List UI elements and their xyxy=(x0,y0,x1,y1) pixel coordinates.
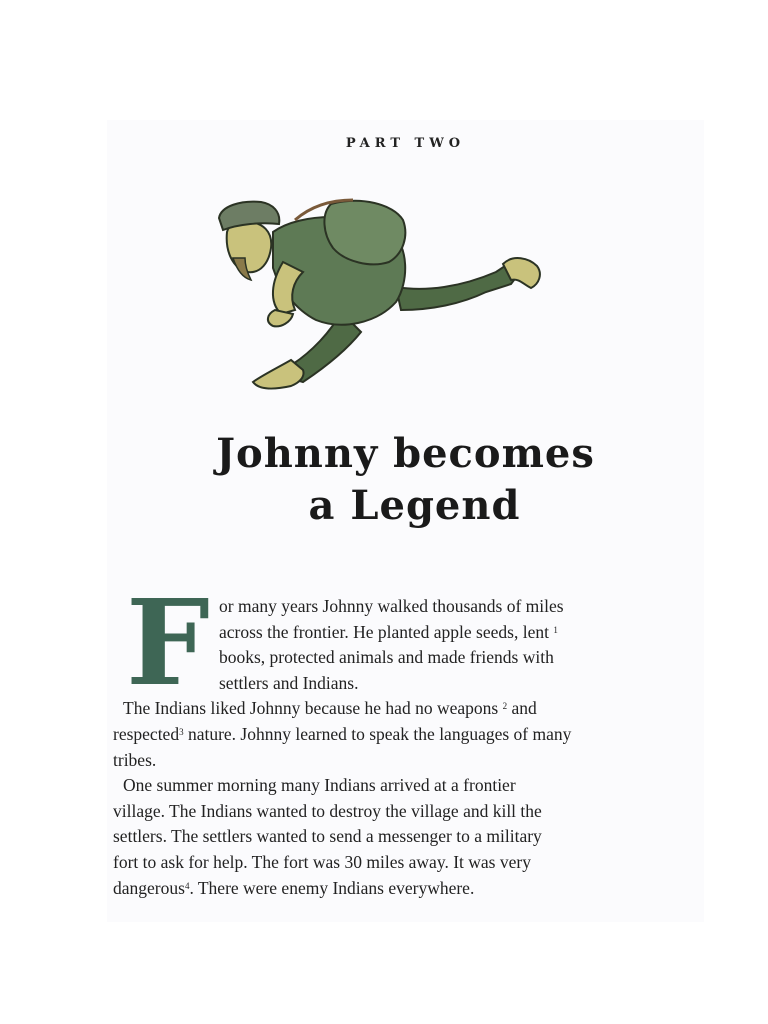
intro-line-3: books, protected animals and made friends with xyxy=(219,647,554,668)
paragraph-2-line-3: tribes. xyxy=(113,749,157,770)
title-line-1: Johnny becomes xyxy=(216,430,595,477)
chapter-title xyxy=(107,428,704,532)
paragraph-3-line-4: fort to ask for help. The fort was 30 miles away. It was very xyxy=(113,851,531,872)
hand xyxy=(268,310,293,326)
story-body xyxy=(113,573,642,901)
intro-line-2 xyxy=(113,620,642,646)
head xyxy=(227,222,272,272)
paragraph-2-line-2 xyxy=(113,722,642,748)
drop-cap: F xyxy=(126,573,210,712)
paragraph-3-line-5 xyxy=(113,876,642,902)
footnote-2: 2 xyxy=(502,701,508,712)
title-line-2: a Legend xyxy=(308,482,521,529)
p3-text-b: . There were enemy Indians everywhere. xyxy=(189,877,475,898)
p2-text-b: and xyxy=(507,698,537,719)
p2-text-d: nature. Johnny learned to speak the languages of many xyxy=(183,723,572,744)
intro-line-2-text: across the frontier. He planted apple seeds, lent xyxy=(219,621,549,642)
intro-line-1: or many years Johnny walked thousands of miles xyxy=(219,596,564,616)
footnote-3: 3 xyxy=(179,726,184,737)
running-man-illustration xyxy=(211,192,551,402)
paragraph-2-line-1 xyxy=(113,696,642,722)
p2-text-c: respected xyxy=(113,723,180,744)
p3-text-a: dangerous xyxy=(113,877,185,898)
front-foot xyxy=(253,360,304,389)
book-page xyxy=(107,120,704,922)
paragraph-3-line-1: One summer morning many Indians arrived at a frontier xyxy=(123,775,516,796)
p2-text-a: The Indians liked Johnny because he had no weapons xyxy=(123,698,499,719)
part-heading: PART TWO xyxy=(345,136,466,151)
back-leg xyxy=(396,262,523,310)
paragraph-3-line-3: settlers. The settlers wanted to send a messenger to a military xyxy=(113,826,542,847)
paragraph-3-line-2: village. The Indians wanted to destroy the village and kill the xyxy=(113,800,542,821)
footnote-4: 4 xyxy=(184,880,190,891)
footnote-1: 1 xyxy=(553,624,558,635)
intro-line-4: settlers and Indians. xyxy=(219,672,359,693)
